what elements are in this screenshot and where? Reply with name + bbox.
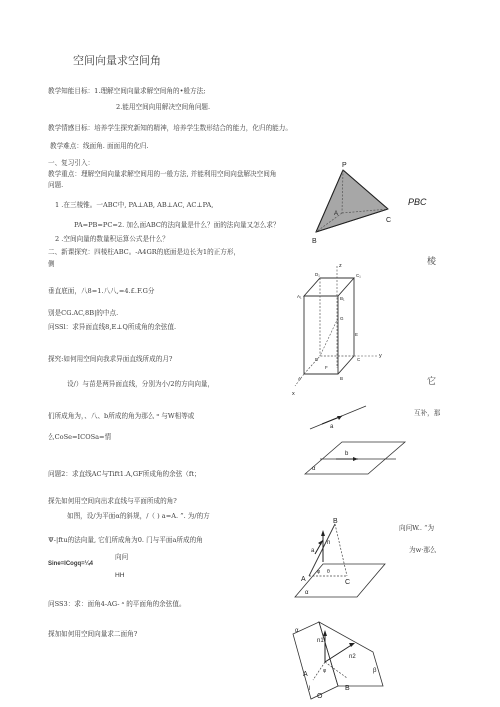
label-o: O bbox=[317, 693, 323, 700]
explore-2: 探先如何用空间向出求直线与平面所成的角? bbox=[48, 497, 177, 505]
side-char-ta: 它 bbox=[427, 377, 437, 387]
label-b: B bbox=[312, 238, 317, 245]
goal-2: 2.能用空间向用解决空间角问题. bbox=[116, 103, 211, 111]
label-a: A bbox=[334, 211, 339, 217]
explore-1-c: 么CoSe=ICOSa=情 bbox=[48, 433, 112, 441]
problem-3: 问SS3：求：面角4-AG- ᵃ 的平面角的余弦值。 bbox=[48, 600, 186, 608]
label-c: C bbox=[345, 579, 351, 586]
page-title: 空间向量求空间角 bbox=[73, 54, 161, 67]
side-char-leng: 棱 bbox=[427, 257, 437, 267]
label-c: C bbox=[386, 217, 392, 224]
explore-2-a: 如图，设/为平面α的斜规，/（ ) a=A. ”. 为/的方 bbox=[67, 512, 210, 520]
label-alpha: α bbox=[295, 628, 299, 634]
pyramid-figure bbox=[300, 155, 445, 255]
label-a: A bbox=[303, 671, 308, 678]
problem-1: 问SSl：求异面直线8,E⊥Q所成角的余弦值. bbox=[48, 323, 177, 331]
section-2-line-1: 二、新课探究：四棱柱ABC。-A4GR的底面是边长为1的正方形， bbox=[48, 248, 241, 256]
explore-2-d: Sine=ICogq=¼4 bbox=[48, 561, 94, 567]
label-a: A bbox=[298, 376, 302, 381]
dihedral-figure bbox=[283, 614, 388, 706]
problem-2: 问题2：求直线AC与Tift1.A,GF所成角的余弦（ft； bbox=[48, 470, 201, 478]
explore-1-side: 互补，那 bbox=[414, 409, 441, 417]
label-a-vector: a bbox=[330, 424, 334, 430]
label-f: F bbox=[325, 365, 328, 370]
question-1-line-2: PA=PB=PC=2. 加么面ABC的法向量是什么？面的法向量又怎么求？ bbox=[74, 221, 280, 229]
label-alpha: α bbox=[305, 590, 309, 596]
label-n: n bbox=[327, 540, 331, 546]
explore-1: 探究:如何用空间向我求异面直线所成的月? bbox=[48, 355, 173, 363]
label-theta: θ bbox=[327, 569, 330, 575]
label-p: P bbox=[342, 162, 347, 169]
label-y: y bbox=[379, 353, 382, 359]
label-c1: C₁ bbox=[356, 273, 361, 278]
explore-2-side-2: 为w·那么 bbox=[409, 546, 437, 554]
section-2-line-2: 侧 bbox=[48, 260, 55, 268]
label-b: B bbox=[333, 518, 338, 525]
section-1-body-2: 问题. bbox=[48, 181, 64, 189]
label-a-point: A bbox=[301, 576, 306, 583]
line-plane-figure bbox=[287, 512, 387, 607]
label-c: C bbox=[357, 357, 361, 362]
question-2: 2 .空间向量的数量积运算公式是什么？ bbox=[55, 235, 169, 243]
label-b1: B₁ bbox=[340, 296, 345, 301]
skew-lines-figure bbox=[300, 402, 410, 492]
label-d: D bbox=[315, 357, 319, 362]
prism-figure bbox=[283, 258, 403, 403]
label-a1: A₁ bbox=[297, 294, 302, 299]
label-n2: n2 bbox=[349, 654, 356, 660]
question-1-line-1: 1 .在三棱锥。一ABC中, PA⊥AB, AB⊥AC, AC⊥PA, bbox=[55, 201, 214, 209]
section-2-line-3: 垂直底面，八8=1.八八,=4.£.F.G分 bbox=[48, 287, 155, 295]
section-1-body-1: 教学重点：理解空间向量求解空间用的一般方法, 并能利用空间向盘解决空间角 bbox=[48, 170, 277, 178]
explore-2-c: 向问 bbox=[115, 553, 129, 561]
section-2-line-4: 别是CG.AC,8B|的中点. bbox=[48, 309, 119, 317]
explore-2-b: Ψ-|ftu的法向量, 它们所成角为0. 门与平面a所成的角 bbox=[48, 536, 203, 544]
label-phi: φ bbox=[317, 569, 321, 575]
label-z: z bbox=[339, 263, 342, 269]
key-difficulty: 教学难点：线面角. 面面用的化归. bbox=[50, 142, 149, 150]
label-alpha-plane: α bbox=[312, 466, 316, 472]
label-b-vector: b bbox=[345, 451, 349, 457]
explore-1-a: 设/）与苗是两异面直线，分别为小/2的方向向量， bbox=[67, 380, 215, 388]
label-phi: φ bbox=[323, 668, 327, 674]
label-beta: β bbox=[373, 668, 377, 674]
label-d1: D₁ bbox=[315, 272, 320, 277]
label-b: B bbox=[345, 685, 350, 692]
explore-2-side-1: 向问W.. “为 bbox=[399, 524, 435, 532]
explore-1-b: 们所成角为，、八、b所成的角为那么 ᵅ 与W相等或 bbox=[48, 412, 195, 420]
label-b: B bbox=[340, 376, 344, 381]
explore-2-e: HH bbox=[115, 572, 125, 579]
label-e: E bbox=[355, 332, 359, 337]
section-1-title: 一、复习引入： bbox=[48, 159, 95, 167]
label-a-vector: a bbox=[311, 548, 315, 554]
explore-3: 探加如何用空间向量求二面角? bbox=[48, 630, 138, 638]
pyramid-caption: PBC bbox=[408, 197, 427, 207]
label-x: x bbox=[292, 391, 295, 397]
label-n1: n1 bbox=[317, 638, 324, 644]
goal-1: 教学知能目标：1.理解空间向量求解空间角的•般方法; bbox=[48, 87, 206, 95]
label-g: G bbox=[340, 316, 344, 321]
label-l: l bbox=[309, 686, 311, 692]
goal-3: 教学情感目标：培养学生探究新知的精神，培养学生数形结合的能力，化归的能力。 bbox=[48, 124, 292, 132]
